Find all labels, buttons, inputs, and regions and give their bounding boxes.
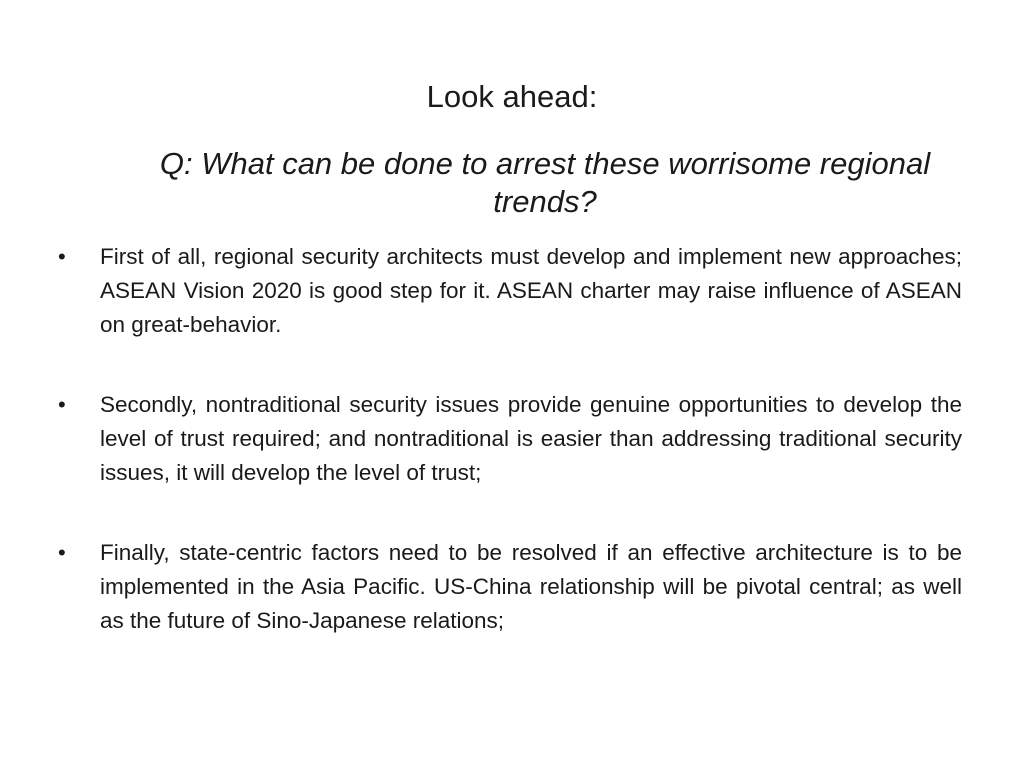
bullet-icon: • <box>58 392 66 417</box>
bullet-text: Secondly, nontraditional security issues provide genuine opportunities to develop the level of trust required; and nontraditional is easier than addressing traditional security issues, it will develop the level of trust; <box>100 392 962 485</box>
bullet-icon: • <box>58 540 66 565</box>
bullet-text: First of all, regional security architects must develop and implement new approaches; ASEAN Vision 2020 is good step for it. ASEAN charter may raise influence of ASEAN on great-behavior. <box>100 244 962 337</box>
slide-question: Q: What can be done to arrest these worrisome regional trends? <box>159 146 931 219</box>
bullet-item <box>58 240 962 342</box>
bullet-list <box>0 240 1024 638</box>
bullet-item <box>58 536 962 638</box>
bullet-icon: • <box>58 244 66 269</box>
slide-title: Look ahead: <box>426 79 598 114</box>
bullet-text: Finally, state-centric factors need to be resolved if an effective architecture is to be implemented in the Asia Pacific. US-China relationship will be pivotal central; as well as the future of Sino-Japanese relations; <box>100 540 962 633</box>
bullet-item <box>58 388 962 490</box>
